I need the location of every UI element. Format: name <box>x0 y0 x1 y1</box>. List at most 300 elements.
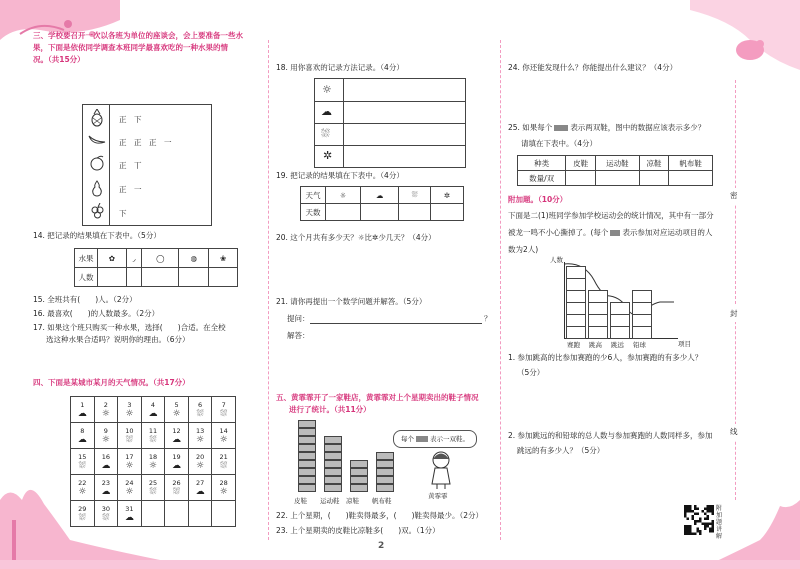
bonus-q1: 1. 参加跳高的比参加赛跑的少6人，参加赛跑的有多少人？ （5分） <box>508 353 703 377</box>
qr-module <box>712 528 715 531</box>
calendar-day <box>188 449 212 475</box>
qr-module <box>689 533 692 536</box>
calendar-day-number: 25 <box>148 478 158 487</box>
q25-header: 运动鞋 <box>596 156 640 171</box>
calendar-day <box>165 449 189 475</box>
q19-table <box>300 186 464 221</box>
q14-row1-label: 水果 <box>75 249 98 268</box>
weather-icon: ☁ <box>195 486 205 497</box>
q18-text: 18. 用你喜欢的记录方法记录。（4分） <box>276 63 404 72</box>
weather-icon: ☼ <box>101 408 110 419</box>
shoe-bar-unit <box>298 444 316 452</box>
q25-cell[interactable] <box>669 171 713 186</box>
sports-bar-unit <box>566 266 586 279</box>
qr-module <box>712 510 715 513</box>
qr-module <box>687 518 690 521</box>
shoe-bar-unit <box>324 452 342 460</box>
calendar-day <box>94 423 118 449</box>
qr-module <box>687 528 690 531</box>
pear-icon <box>89 179 105 197</box>
qr-module <box>704 508 707 511</box>
calendar-day <box>94 397 118 423</box>
q24-text: 24. 你还能发现什么？你能提出什么建议？（4分） <box>508 63 678 72</box>
tally-banana: 正 正 正 一 <box>119 138 172 147</box>
qr-module <box>684 515 687 518</box>
qr-module <box>699 518 702 521</box>
q21-question-mark: ？ <box>484 314 492 323</box>
weather-icon: ⛆ <box>149 434 157 445</box>
calendar-day-number: 24 <box>125 478 134 487</box>
sports-bar-unit <box>566 278 586 291</box>
calendar-day-number: 1 <box>80 400 85 409</box>
shoe-bar-unit <box>324 444 342 452</box>
q14-table <box>74 248 238 287</box>
qr-module <box>709 510 712 513</box>
sports-category-label: 跳远 <box>611 341 624 349</box>
q19-cell[interactable] <box>360 204 398 221</box>
q14-row2-label: 人数 <box>75 268 98 287</box>
q21-answer-label: 解答： <box>287 331 310 340</box>
weather-icon: ⛆ <box>220 460 228 471</box>
calendar-day <box>165 475 189 501</box>
qr-module <box>712 520 715 523</box>
sports-category-label: 跳高 <box>589 341 602 349</box>
girl-label: 黄霏霏 <box>428 492 448 500</box>
snow-icon: ✲ <box>372 233 379 242</box>
qr-module <box>699 530 702 533</box>
q22-text: 22. 上个星期，( )鞋卖得最多，( )鞋卖得最少。（2分） <box>276 511 484 520</box>
qr-module <box>684 533 687 536</box>
calendar-day-number: 16 <box>101 452 110 461</box>
calendar-day-number: 10 <box>125 426 134 435</box>
qr-module <box>692 518 695 521</box>
tally-table <box>82 104 212 226</box>
calendar-day <box>212 475 236 501</box>
q21-text: 21. 请你再提出一个数学问题并解答。（5分） <box>276 297 427 306</box>
section5-heading: 五、黄霏霏开了一家鞋店，黄霏霏对上个星期卖出的鞋子情况 进行了统计。（共11分） <box>276 393 479 414</box>
qr-module <box>689 508 692 511</box>
q14-cell[interactable] <box>179 268 209 287</box>
calendar-day-number: 11 <box>148 426 158 435</box>
qr-module <box>692 515 695 518</box>
cloudy-icon: ☁ <box>360 187 398 204</box>
sports-bar-unit <box>566 302 586 315</box>
sports-bar-unit <box>632 290 652 303</box>
q19-cell[interactable] <box>399 204 431 221</box>
qr-module <box>709 508 712 511</box>
shoe-category-label: 运动鞋 <box>320 497 340 505</box>
sports-bar-unit <box>566 314 586 327</box>
weather-icon: ☁ <box>77 434 87 445</box>
qr-code[interactable] <box>684 505 714 535</box>
calendar-day <box>212 397 236 423</box>
qr-module <box>707 505 710 508</box>
sports-category-label: 铅球 <box>633 341 646 349</box>
q14-cell[interactable] <box>126 268 141 287</box>
q15-text: 15. 全班共有( )人。（2分） <box>33 295 137 304</box>
shoe-bar-unit <box>298 460 316 468</box>
qr-module <box>694 513 697 516</box>
q25-cell[interactable] <box>639 171 669 186</box>
sports-bar-unit <box>632 302 652 315</box>
pear-icon: ◍ <box>179 249 209 268</box>
calendar-day <box>94 449 118 475</box>
qr-module <box>684 525 687 528</box>
qr-module <box>702 523 705 526</box>
calendar-day <box>71 449 95 475</box>
calendar-day <box>71 501 95 527</box>
q21-ask-label: 提问： <box>287 314 310 323</box>
sports-bar-unit <box>588 290 608 303</box>
q25-header: 种类 <box>518 156 566 171</box>
calendar-day <box>141 449 165 475</box>
qr-module <box>694 505 697 508</box>
grapes-icon <box>89 203 105 221</box>
calendar-day <box>165 501 189 527</box>
qr-module <box>707 508 710 511</box>
qr-module <box>697 528 700 531</box>
qr-module <box>692 533 695 536</box>
q19-cell[interactable] <box>430 204 463 221</box>
bar-unit-icon <box>610 230 620 236</box>
calendar-day <box>94 475 118 501</box>
qr-module <box>712 505 715 508</box>
q16-text: 16. 最喜欢( )的人数最多。（2分） <box>33 309 160 318</box>
shoe-bar-unit <box>350 484 368 492</box>
qr-module <box>707 510 710 513</box>
sports-bar-unit <box>588 314 608 327</box>
q19-row1-label: 天气 <box>301 187 326 204</box>
weather-icon: ☼ <box>219 486 228 497</box>
q18-record-box <box>314 78 466 168</box>
weather-icon: ⛆ <box>220 408 228 419</box>
q25-text: 25. 如果每个 表示两双鞋，图中的数据应该表示多少？ 请填在下表中。（4分） <box>508 123 706 148</box>
qr-module <box>697 508 700 511</box>
qr-label: 附加题讲解 <box>716 505 723 540</box>
weather-icon: ☼ <box>101 434 110 445</box>
calendar-day-number: 19 <box>172 452 181 461</box>
q21-ask-line[interactable] <box>310 323 482 324</box>
qr-module <box>687 533 690 536</box>
shoe-bar-unit <box>298 468 316 476</box>
tally-grapes: 下 <box>119 209 127 218</box>
qr-module <box>712 508 715 511</box>
qr-module <box>687 530 690 533</box>
bottom-band <box>0 560 800 569</box>
calendar-day <box>165 397 189 423</box>
banana-icon <box>87 133 107 147</box>
qr-module <box>684 528 687 531</box>
shoe-category-label: 帆布鞋 <box>372 497 392 505</box>
calendar-day-number: 14 <box>219 426 228 435</box>
top-right-decoration <box>690 0 800 80</box>
snow-icon: ✲ <box>430 187 463 204</box>
sports-bar-unit <box>632 326 652 339</box>
calendar-day <box>188 423 212 449</box>
seal-word-xian: 线 <box>730 424 738 440</box>
sports-bar-unit <box>610 314 630 327</box>
sports-chart <box>550 254 700 349</box>
qr-module <box>692 510 695 513</box>
bottom-right-decoration <box>700 500 800 569</box>
bonus-title: 附加题。（10分） <box>508 195 568 204</box>
sports-bar-unit <box>588 326 608 339</box>
qr-module <box>697 520 700 523</box>
calendar-day <box>188 397 212 423</box>
calendar-day <box>165 423 189 449</box>
sports-bar-unit <box>566 326 586 339</box>
weather-icon: ☁ <box>172 460 182 471</box>
seal-word-feng: 封 <box>730 306 738 322</box>
shoe-bar-unit <box>298 436 316 444</box>
column-divider-1 <box>268 40 269 540</box>
weather-icon: ☼ <box>196 460 205 471</box>
qr-module <box>694 523 697 526</box>
qr-module <box>699 520 702 523</box>
tally-pineapple: 正 下 <box>119 115 142 124</box>
calendar-day <box>212 501 236 527</box>
shoe-bar-unit <box>376 452 394 460</box>
weather-icon: ⛆ <box>196 408 204 419</box>
qr-module <box>689 510 692 513</box>
qr-module <box>684 508 687 511</box>
peach-icon: ◯ <box>142 249 179 268</box>
qr-module <box>689 505 692 508</box>
qr-module <box>687 525 690 528</box>
calendar-day-number: 15 <box>78 452 87 461</box>
qr-module <box>699 533 702 536</box>
calendar-day-number: 30 <box>101 504 110 513</box>
q14-cell[interactable] <box>209 268 238 287</box>
weather-icon: ⛆ <box>102 512 110 523</box>
q14-cell[interactable] <box>142 268 179 287</box>
calendar-day <box>212 449 236 475</box>
page-number: 2 <box>378 541 385 551</box>
qr-module <box>689 528 692 531</box>
weather-icon: ☼ <box>172 408 181 419</box>
sunny-icon: ☼ <box>357 233 365 242</box>
calendar-day-number: 18 <box>148 452 158 461</box>
q25-cell[interactable] <box>596 171 640 186</box>
sunny-icon: ☼ <box>322 83 332 96</box>
section4-heading: 四、下面是某城市某月的天气情况。（共17分） <box>33 378 190 387</box>
sports-category-label: 赛跑 <box>567 341 580 349</box>
shoe-bar-unit <box>324 460 342 468</box>
qr-module <box>689 525 692 528</box>
weather-icon: ☼ <box>125 486 134 497</box>
shoe-bar-unit <box>298 484 316 492</box>
calendar-day <box>118 475 142 501</box>
weather-icon: ☁ <box>148 408 158 419</box>
qr-module <box>687 505 690 508</box>
q19-text: 19. 把记录的结果填在下表中。（4分） <box>276 171 404 180</box>
q14-cell[interactable] <box>98 268 127 287</box>
q25-header: 皮鞋 <box>566 156 596 171</box>
weather-icon: ☁ <box>172 434 182 445</box>
weather-icon: ⛆ <box>78 460 86 471</box>
calendar-day-number: 13 <box>195 426 205 435</box>
shoe-bar-unit <box>324 476 342 484</box>
banana-icon: ◞ <box>126 249 141 268</box>
tally-peach: 正 丅 <box>119 161 142 170</box>
weather-icon: ⛆ <box>149 486 157 497</box>
calendar-day-number: 26 <box>172 478 181 487</box>
seal-word-mi: 密 <box>730 188 738 204</box>
qr-module <box>697 513 700 516</box>
pineapple-icon: ✿ <box>98 249 127 268</box>
qr-module <box>694 533 697 536</box>
calendar-day-number: 31 <box>125 504 134 513</box>
weather-icon: ☼ <box>196 434 205 445</box>
qr-module <box>712 530 715 533</box>
calendar-day <box>94 501 118 527</box>
shoe-chart <box>294 420 404 502</box>
sports-bar-unit <box>610 326 630 339</box>
bar-unit-icon <box>416 436 428 442</box>
calendar-day <box>212 423 236 449</box>
calendar-day <box>141 501 165 527</box>
calendar-day-number: 7 <box>221 400 226 409</box>
shoe-bar-unit <box>324 468 342 476</box>
shoe-bar-unit <box>350 468 368 476</box>
peach-icon <box>89 155 105 171</box>
sports-bar-unit <box>588 302 608 315</box>
weather-icon: ☁ <box>101 486 111 497</box>
calendar-day-number: 2 <box>103 400 108 409</box>
rain-icon: ⛆ <box>321 127 330 140</box>
speech-bubble: 每个 表示一双鞋。 <box>393 430 477 448</box>
calendar-day-number: 3 <box>127 400 132 409</box>
q25-cell[interactable] <box>566 171 596 186</box>
q19-row2-label: 天数 <box>301 204 326 221</box>
shoe-bar-unit <box>376 460 394 468</box>
weather-icon: ☁ <box>124 512 134 523</box>
girl-icon <box>426 450 456 490</box>
weather-icon: ☁ <box>77 408 87 419</box>
rain-icon: ⛆ <box>399 187 431 204</box>
shoe-bar-unit <box>350 460 368 468</box>
calendar-day-number: 9 <box>103 426 108 435</box>
qr-module <box>709 528 712 531</box>
qr-module <box>712 513 715 516</box>
qr-module <box>684 530 687 533</box>
qr-module <box>687 508 690 511</box>
weather-icon: ☼ <box>219 434 228 445</box>
qr-module <box>707 523 710 526</box>
calendar-day <box>141 397 165 423</box>
pineapple-icon <box>89 109 105 127</box>
calendar-day-number: 12 <box>172 426 181 435</box>
qr-module <box>707 525 710 528</box>
calendar-day <box>71 423 95 449</box>
qr-module <box>702 510 705 513</box>
q17-text: 17. 如果这个班只购买一种水果，选择( )合适。在全校 选这种水果合适吗？说明你的理由。（6分） <box>33 323 226 344</box>
calendar-day <box>141 475 165 501</box>
q25-header: 帆布鞋 <box>669 156 713 171</box>
calendar-day-number: 22 <box>78 478 87 487</box>
shoe-bar-unit <box>298 452 316 460</box>
sunny-icon: ☼ <box>326 187 361 204</box>
calendar-day-number: 4 <box>150 400 156 409</box>
bar-unit-icon <box>554 125 568 131</box>
shoe-bar-unit <box>324 484 342 492</box>
qr-module <box>697 530 700 533</box>
q25-table <box>517 155 713 186</box>
qr-module <box>694 508 697 511</box>
shoe-chart-labels <box>294 495 404 507</box>
sports-bar-unit <box>610 302 630 315</box>
section3-heading: 三、学校要召开一次以各班为单位的座谈会，会上要准备一些水 果，下面是依依同学调查本班同学最喜欢吃的一种水果的情 况。（共15分） <box>33 31 243 64</box>
q23-text: 23. 上个星期卖的皮鞋比凉鞋多( )双。（1分） <box>276 526 440 535</box>
calendar-day-number: 29 <box>78 504 87 513</box>
calendar-day <box>118 449 142 475</box>
calendar-day-number: 6 <box>198 400 203 409</box>
shoe-category-label: 凉鞋 <box>346 497 359 505</box>
calendar-day-number: 21 <box>219 452 228 461</box>
qr-module <box>704 525 707 528</box>
tally-pear: 正 一 <box>119 185 142 194</box>
qr-module <box>712 523 715 526</box>
calendar-day-number: 28 <box>219 478 228 487</box>
qr-module <box>684 510 687 513</box>
calendar-day-number: 5 <box>174 400 179 409</box>
qr-module <box>704 523 707 526</box>
q25-row-label: 数量/双 <box>518 171 566 186</box>
shoe-category-label: 皮鞋 <box>294 497 307 505</box>
qr-module <box>704 518 707 521</box>
weather-icon: ⛆ <box>125 434 133 445</box>
weather-icon: ⛆ <box>78 512 86 523</box>
qr-module <box>687 510 690 513</box>
calendar-day <box>141 423 165 449</box>
calendar-day <box>71 397 95 423</box>
qr-module <box>689 530 692 533</box>
calendar-day <box>188 501 212 527</box>
calendar-day <box>118 423 142 449</box>
bonus-q2: 2. 参加跳远的和铅球的总人数与参加赛跑的人数同样多，参加 跳远的有多少人？（5分） <box>508 431 713 455</box>
cloudy-icon: ☁ <box>321 105 332 118</box>
calendar-day <box>71 475 95 501</box>
qr-module <box>704 513 707 516</box>
qr-module <box>709 530 712 533</box>
calendar-day-number: 17 <box>125 452 134 461</box>
shoe-bar-unit <box>376 468 394 476</box>
calendar-day-number: 20 <box>195 452 205 461</box>
weather-icon: ⛆ <box>172 486 181 497</box>
sports-bar-unit <box>632 314 652 327</box>
shoe-bar-unit <box>324 436 342 444</box>
qr-module <box>707 518 710 521</box>
qr-module <box>704 528 707 531</box>
shoe-bar-unit <box>376 484 394 492</box>
qr-module <box>709 505 712 508</box>
q19-cell[interactable] <box>326 204 361 221</box>
shoe-bar-unit <box>376 476 394 484</box>
qr-module <box>712 525 715 528</box>
shoe-bar-unit <box>298 420 316 428</box>
qr-module <box>684 505 687 508</box>
calendar-day <box>118 501 142 527</box>
sports-chart-ylabel: 人数 <box>550 256 563 264</box>
weather-calendar <box>70 396 236 527</box>
weather-icon: ☼ <box>78 486 87 497</box>
qr-module <box>709 523 712 526</box>
calendar-day <box>118 397 142 423</box>
qr-module <box>694 520 697 523</box>
bonus-text: 下面是二(1)班同学参加学校运动会的统计情况，其中有一部分 被龙一鸣不小心撕掉了。(每个 表示参加对应运动项目的人 数为2人) <box>508 211 714 254</box>
weather-icon: ☁ <box>101 460 111 471</box>
sports-bar-unit <box>566 290 586 303</box>
